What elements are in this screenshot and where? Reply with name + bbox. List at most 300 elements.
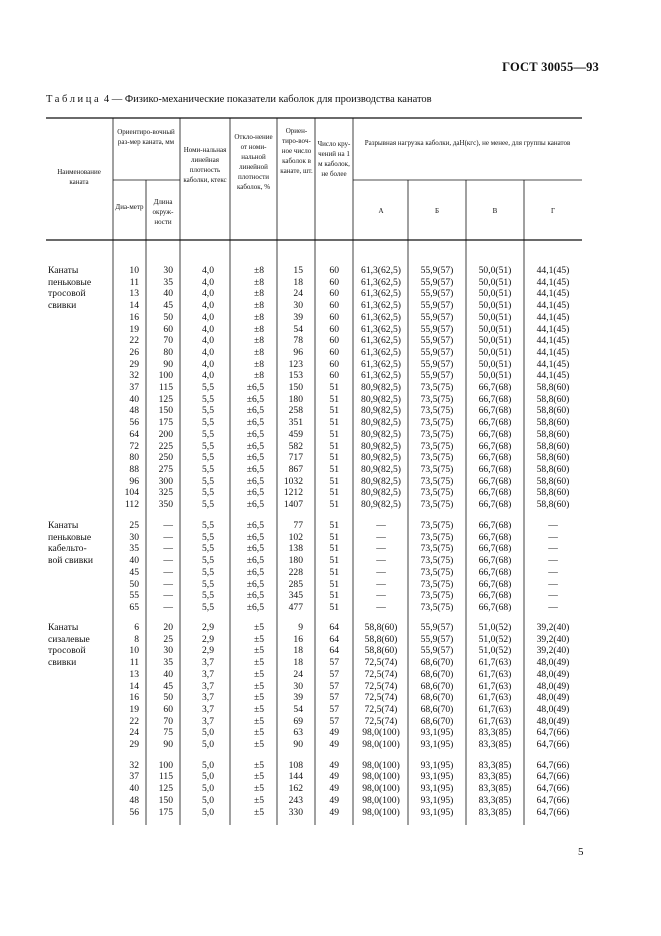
cell-load-b: 68,6(70) bbox=[420, 692, 454, 704]
cell-density: 5,5 bbox=[202, 543, 214, 555]
cell-density: 2,9 bbox=[202, 633, 214, 645]
cell-circumference: 40 bbox=[163, 288, 173, 300]
cell-load-a: 80,9(82,5) bbox=[361, 405, 401, 417]
cell-load-c: 66,7(68) bbox=[478, 499, 512, 510]
cell-load-d: — bbox=[548, 578, 558, 590]
cell-load-d: 58,8(60) bbox=[536, 393, 570, 405]
cell-diameter: 48 bbox=[129, 405, 139, 417]
cell-circumference: 225 bbox=[158, 440, 173, 452]
cell-density: 5,5 bbox=[202, 428, 214, 440]
cell-load-d: 44,1(45) bbox=[536, 265, 570, 276]
cell-yarn-count: 123 bbox=[288, 358, 303, 370]
cell-deviation: ±5 bbox=[253, 727, 264, 739]
cell-load-b: 73,5(75) bbox=[420, 452, 454, 464]
cell-load-b: 68,6(70) bbox=[420, 703, 454, 715]
cell-diameter: 50 bbox=[129, 578, 139, 590]
cell-circumference: 45 bbox=[163, 300, 173, 312]
cell-load-a: 61,3(62,5) bbox=[361, 300, 401, 312]
cell-load-a: 80,9(82,5) bbox=[361, 499, 401, 510]
cell-twists: 51 bbox=[329, 428, 339, 440]
cell-deviation: ±5 bbox=[253, 783, 264, 795]
cell-load-a: — bbox=[376, 578, 386, 590]
cell-twists: 60 bbox=[329, 335, 339, 347]
cell-yarn-count: 63 bbox=[293, 727, 303, 739]
cell-circumference: — bbox=[163, 566, 173, 578]
cell-diameter: 72 bbox=[129, 440, 139, 452]
cell-density: 4,0 bbox=[202, 335, 214, 347]
cell-deviation: ±5 bbox=[253, 759, 264, 771]
cell-yarn-count: 459 bbox=[288, 428, 303, 440]
cell-load-b: 55,9(57) bbox=[420, 358, 454, 370]
cell-load-a: 61,3(62,5) bbox=[361, 346, 401, 358]
cell-twists: 60 bbox=[329, 288, 339, 300]
cell-density: 5,5 bbox=[202, 440, 214, 452]
cell-load-d: 58,8(60) bbox=[536, 382, 570, 393]
cell-load-b: 73,5(75) bbox=[420, 555, 454, 567]
cell-load-b: 55,9(57) bbox=[420, 335, 454, 347]
cell-circumference: 20 bbox=[163, 622, 173, 633]
cell-twists: 57 bbox=[329, 680, 339, 692]
cell-twists: 60 bbox=[329, 323, 339, 335]
cell-yarn-count: 54 bbox=[293, 703, 303, 715]
cell-twists: 57 bbox=[329, 657, 339, 669]
cell-load-a: — bbox=[376, 601, 386, 613]
cell-load-d: 48,0(49) bbox=[536, 703, 570, 715]
header-group-c: В bbox=[492, 207, 498, 215]
cell-yarn-count: 39 bbox=[293, 311, 303, 323]
cell-circumference: 175 bbox=[158, 806, 173, 818]
cell-load-c: 66,7(68) bbox=[478, 440, 512, 452]
cell-yarn-count: 180 bbox=[288, 393, 303, 405]
cell-load-d: 44,1(45) bbox=[536, 346, 570, 358]
cell-twists: 49 bbox=[329, 794, 339, 806]
cell-deviation: ±5 bbox=[253, 633, 264, 645]
cell-deviation: ±6,5 bbox=[246, 463, 264, 475]
cell-density: 5,0 bbox=[202, 771, 214, 783]
cell-diameter: 104 bbox=[124, 487, 139, 499]
cell-yarn-count: 96 bbox=[293, 346, 303, 358]
cell-load-c: 50,0(51) bbox=[478, 311, 512, 323]
cell-circumference: 45 bbox=[163, 680, 173, 692]
cell-deviation: ±8 bbox=[253, 358, 264, 370]
cell-twists: 60 bbox=[329, 346, 339, 358]
cell-density: 2,9 bbox=[202, 645, 214, 657]
cell-load-b: 73,5(75) bbox=[420, 428, 454, 440]
cell-deviation: ±6,5 bbox=[246, 555, 264, 567]
cell-load-d: 64,7(66) bbox=[536, 739, 570, 750]
cell-load-c: 50,0(51) bbox=[478, 323, 512, 335]
cell-deviation: ±8 bbox=[253, 288, 264, 300]
cell-twists: 57 bbox=[329, 715, 339, 727]
cell-twists: 51 bbox=[329, 543, 339, 555]
header-yarn-count: Ориен-тиро-вoч-ное число каболок в канате, шт. bbox=[280, 127, 313, 175]
cell-circumference: 175 bbox=[158, 417, 173, 429]
header-breaking-load: Разрывная нагрузка каболки, даН(кгс), не менее, для группы канатов bbox=[364, 139, 571, 147]
cell-circumference: 60 bbox=[163, 703, 173, 715]
caption-prefix: Таблица bbox=[46, 94, 102, 105]
cell-twists: 51 bbox=[329, 531, 339, 543]
cell-deviation: ±6,5 bbox=[246, 543, 264, 555]
cell-load-b: 55,9(57) bbox=[420, 323, 454, 335]
cell-twists: 51 bbox=[329, 578, 339, 590]
cell-yarn-count: 18 bbox=[293, 645, 303, 657]
cell-yarn-count: 582 bbox=[288, 440, 303, 452]
cell-deviation: ±6,5 bbox=[246, 499, 264, 510]
cell-density: 5,5 bbox=[202, 499, 214, 510]
cell-load-c: 51,0(52) bbox=[478, 622, 512, 633]
cell-load-b: 73,5(75) bbox=[420, 382, 454, 393]
cell-load-a: 80,9(82,5) bbox=[361, 487, 401, 499]
cell-deviation: ±6,5 bbox=[246, 428, 264, 440]
cell-density: 5,5 bbox=[202, 590, 214, 602]
cell-yarn-count: 77 bbox=[293, 520, 303, 531]
cell-circumference: 200 bbox=[158, 428, 173, 440]
cell-deviation: ±5 bbox=[253, 680, 264, 692]
cell-yarn-count: 138 bbox=[288, 543, 303, 555]
cell-diameter: 88 bbox=[129, 463, 139, 475]
cell-density: 5,5 bbox=[202, 531, 214, 543]
cell-twists: 57 bbox=[329, 703, 339, 715]
cell-load-b: 73,5(75) bbox=[420, 475, 454, 487]
cell-circumference: 30 bbox=[163, 265, 173, 276]
cell-load-b: 55,9(57) bbox=[420, 622, 454, 633]
cell-load-b: 73,5(75) bbox=[420, 487, 454, 499]
cell-density: 3,7 bbox=[202, 703, 214, 715]
cell-load-c: 50,0(51) bbox=[478, 346, 512, 358]
cell-load-c: 66,7(68) bbox=[478, 463, 512, 475]
cell-load-d: — bbox=[548, 590, 558, 602]
cell-circumference: 25 bbox=[163, 633, 173, 645]
cell-circumference: — bbox=[163, 543, 173, 555]
cell-yarn-count: 1032 bbox=[283, 475, 303, 487]
cell-deviation: ±5 bbox=[253, 794, 264, 806]
cell-load-c: 50,0(51) bbox=[478, 335, 512, 347]
cell-deviation: ±6,5 bbox=[246, 566, 264, 578]
cell-load-d: 58,8(60) bbox=[536, 452, 570, 464]
cell-load-a: — bbox=[376, 555, 386, 567]
cell-load-c: 50,0(51) bbox=[478, 300, 512, 312]
cell-deviation: ±5 bbox=[253, 668, 264, 680]
cell-load-d: 58,8(60) bbox=[536, 487, 570, 499]
cell-load-d: 64,7(66) bbox=[536, 783, 570, 795]
cell-diameter: 13 bbox=[129, 668, 139, 680]
cell-load-d: 48,0(49) bbox=[536, 680, 570, 692]
cell-load-c: 66,7(68) bbox=[478, 417, 512, 429]
cell-twists: 51 bbox=[329, 463, 339, 475]
cell-load-c: 66,7(68) bbox=[478, 601, 512, 613]
cell-load-d: — bbox=[548, 520, 558, 531]
cell-twists: 60 bbox=[329, 370, 339, 382]
cell-load-a: 61,3(62,5) bbox=[361, 323, 401, 335]
cell-twists: 57 bbox=[329, 692, 339, 704]
cell-load-a: 61,3(62,5) bbox=[361, 288, 401, 300]
cell-density: 4,0 bbox=[202, 323, 214, 335]
cell-load-b: 55,9(57) bbox=[420, 645, 454, 657]
cell-density: 5,5 bbox=[202, 417, 214, 429]
cell-load-c: 66,7(68) bbox=[478, 543, 512, 555]
cell-deviation: ±8 bbox=[253, 311, 264, 323]
cell-twists: 51 bbox=[329, 590, 339, 602]
cell-load-d: 48,0(49) bbox=[536, 715, 570, 727]
cell-deviation: ±5 bbox=[253, 622, 264, 633]
cell-yarn-count: 18 bbox=[293, 276, 303, 288]
group-name: Канаты пеньковые кабельто- вой свивки bbox=[48, 520, 94, 567]
cell-load-d: — bbox=[548, 531, 558, 543]
cell-yarn-count: 351 bbox=[288, 417, 303, 429]
header-deviation: Откло-нение от номи-нальной линейной плотности каболок, % bbox=[234, 133, 273, 191]
cell-load-b: 73,5(75) bbox=[420, 463, 454, 475]
cell-deviation: ±5 bbox=[253, 715, 264, 727]
cell-deviation: ±5 bbox=[253, 806, 264, 818]
cell-circumference: — bbox=[163, 555, 173, 567]
cell-yarn-count: 153 bbox=[288, 370, 303, 382]
cell-diameter: 56 bbox=[129, 417, 139, 429]
cell-density: 3,7 bbox=[202, 680, 214, 692]
cell-load-b: 68,6(70) bbox=[420, 668, 454, 680]
cell-diameter: 37 bbox=[129, 382, 139, 393]
cell-circumference: 300 bbox=[158, 475, 173, 487]
group-name: Канаты пеньковые тросовой свивки bbox=[48, 265, 92, 312]
cell-load-c: 50,0(51) bbox=[478, 370, 512, 382]
cell-diameter: 32 bbox=[129, 759, 139, 771]
cell-load-b: 93,1(95) bbox=[420, 794, 454, 806]
cell-load-c: 51,0(52) bbox=[478, 645, 512, 657]
cell-load-d: 58,8(60) bbox=[536, 463, 570, 475]
cell-circumference: 90 bbox=[163, 358, 173, 370]
cell-circumference: 100 bbox=[158, 370, 173, 382]
cell-load-a: 98,0(100) bbox=[362, 794, 400, 806]
cell-load-c: 66,7(68) bbox=[478, 452, 512, 464]
cell-density: 5,5 bbox=[202, 405, 214, 417]
cell-yarn-count: 24 bbox=[293, 288, 303, 300]
cell-twists: 49 bbox=[329, 739, 339, 750]
cell-diameter: 45 bbox=[129, 566, 139, 578]
cell-load-d: 48,0(49) bbox=[536, 668, 570, 680]
cell-load-a: 72,5(74) bbox=[364, 668, 398, 680]
cell-twists: 60 bbox=[329, 300, 339, 312]
cell-circumference: 150 bbox=[158, 405, 173, 417]
cell-load-a: 61,3(62,5) bbox=[361, 265, 401, 276]
cell-load-a: 61,3(62,5) bbox=[361, 370, 401, 382]
cell-yarn-count: 108 bbox=[288, 759, 303, 771]
cell-load-d: 44,1(45) bbox=[536, 370, 570, 382]
cell-diameter: 25 bbox=[129, 520, 139, 531]
cell-load-d: 44,1(45) bbox=[536, 288, 570, 300]
cell-diameter: 29 bbox=[129, 358, 139, 370]
cell-deviation: ±8 bbox=[253, 265, 264, 276]
cell-load-c: 51,0(52) bbox=[478, 633, 512, 645]
cell-deviation: ±8 bbox=[253, 300, 264, 312]
cell-twists: 60 bbox=[329, 265, 339, 276]
cell-yarn-count: 16 bbox=[293, 633, 303, 645]
cell-load-b: 73,5(75) bbox=[420, 531, 454, 543]
cell-density: 5,0 bbox=[202, 739, 214, 750]
cell-load-c: 61,7(63) bbox=[478, 668, 512, 680]
cell-twists: 60 bbox=[329, 276, 339, 288]
cell-density: 5,5 bbox=[202, 566, 214, 578]
cell-yarn-count: 1407 bbox=[283, 499, 303, 510]
cell-yarn-count: 477 bbox=[288, 601, 303, 613]
cell-load-c: 83,3(85) bbox=[478, 771, 512, 783]
cell-density: 5,0 bbox=[202, 727, 214, 739]
cell-load-d: 39,2(40) bbox=[536, 645, 570, 657]
cell-load-c: 61,7(63) bbox=[478, 680, 512, 692]
cell-circumference: — bbox=[163, 520, 173, 531]
cell-circumference: 70 bbox=[163, 715, 173, 727]
cell-circumference: 50 bbox=[163, 692, 173, 704]
cell-density: 5,0 bbox=[202, 783, 214, 795]
cell-load-a: 80,9(82,5) bbox=[361, 393, 401, 405]
cell-load-a: 58,8(60) bbox=[364, 645, 398, 657]
cell-diameter: 40 bbox=[129, 783, 139, 795]
cell-yarn-count: 30 bbox=[293, 680, 303, 692]
cell-deviation: ±5 bbox=[253, 645, 264, 657]
cell-load-a: — bbox=[376, 531, 386, 543]
cell-load-d: 64,7(66) bbox=[536, 727, 570, 739]
cell-diameter: 16 bbox=[129, 311, 139, 323]
cell-deviation: ±6,5 bbox=[246, 393, 264, 405]
cell-deviation: ±8 bbox=[253, 276, 264, 288]
cell-diameter: 14 bbox=[129, 680, 139, 692]
cell-load-a: 58,8(60) bbox=[364, 633, 398, 645]
cell-load-d: 64,7(66) bbox=[536, 794, 570, 806]
cell-deviation: ±5 bbox=[253, 771, 264, 783]
cell-density: 5,5 bbox=[202, 520, 214, 531]
cell-density: 4,0 bbox=[202, 265, 214, 276]
cell-load-d: 44,1(45) bbox=[536, 300, 570, 312]
cell-load-c: 61,7(63) bbox=[478, 657, 512, 669]
cell-load-a: — bbox=[376, 590, 386, 602]
cell-load-b: 93,1(95) bbox=[420, 727, 454, 739]
header-group-a: А bbox=[378, 207, 384, 215]
cell-load-b: 73,5(75) bbox=[420, 520, 454, 531]
cell-load-c: 61,7(63) bbox=[478, 715, 512, 727]
cell-load-b: 73,5(75) bbox=[420, 601, 454, 613]
cell-load-a: 72,5(74) bbox=[364, 680, 398, 692]
cell-load-b: 73,5(75) bbox=[420, 566, 454, 578]
cell-deviation: ±6,5 bbox=[246, 405, 264, 417]
cell-yarn-count: 228 bbox=[288, 566, 303, 578]
cell-deviation: ±5 bbox=[253, 692, 264, 704]
cell-yarn-count: 15 bbox=[293, 265, 303, 276]
cell-twists: 51 bbox=[329, 555, 339, 567]
cell-deviation: ±5 bbox=[253, 703, 264, 715]
cell-diameter: 40 bbox=[129, 393, 139, 405]
cell-load-a: 72,5(74) bbox=[364, 657, 398, 669]
cell-twists: 60 bbox=[329, 358, 339, 370]
cell-circumference: 100 bbox=[158, 759, 173, 771]
cell-density: 5,5 bbox=[202, 578, 214, 590]
cell-circumference: 60 bbox=[163, 323, 173, 335]
cell-density: 3,7 bbox=[202, 715, 214, 727]
cell-load-c: 66,7(68) bbox=[478, 487, 512, 499]
cell-diameter: 11 bbox=[129, 276, 139, 288]
cell-load-a: 98,0(100) bbox=[362, 739, 400, 750]
cell-load-a: — bbox=[376, 543, 386, 555]
cell-yarn-count: 90 bbox=[293, 739, 303, 750]
cell-load-d: 58,8(60) bbox=[536, 440, 570, 452]
cell-yarn-count: 54 bbox=[293, 323, 303, 335]
cell-density: 4,0 bbox=[202, 346, 214, 358]
cell-density: 4,0 bbox=[202, 370, 214, 382]
cell-load-d: 48,0(49) bbox=[536, 657, 570, 669]
cell-load-c: 50,0(51) bbox=[478, 265, 512, 276]
cell-load-c: 66,7(68) bbox=[478, 520, 512, 531]
cell-circumference: 250 bbox=[158, 452, 173, 464]
cell-diameter: 10 bbox=[129, 265, 139, 276]
cell-density: 4,0 bbox=[202, 288, 214, 300]
cell-circumference: 125 bbox=[158, 783, 173, 795]
cell-deviation: ±6,5 bbox=[246, 382, 264, 393]
cell-density: 5,5 bbox=[202, 452, 214, 464]
cell-yarn-count: 102 bbox=[288, 531, 303, 543]
cell-twists: 49 bbox=[329, 727, 339, 739]
cell-load-c: 50,0(51) bbox=[478, 288, 512, 300]
cell-load-c: 83,3(85) bbox=[478, 806, 512, 818]
cell-load-b: 73,5(75) bbox=[420, 499, 454, 510]
cell-twists: 51 bbox=[329, 393, 339, 405]
cell-load-b: 93,1(95) bbox=[420, 759, 454, 771]
cell-density: 4,0 bbox=[202, 276, 214, 288]
cell-load-c: 50,0(51) bbox=[478, 358, 512, 370]
cell-deviation: ±6,5 bbox=[246, 452, 264, 464]
cell-twists: 64 bbox=[329, 633, 339, 645]
cell-circumference: 115 bbox=[158, 382, 173, 393]
cell-circumference: 35 bbox=[163, 657, 173, 669]
cell-load-b: 73,5(75) bbox=[420, 578, 454, 590]
cell-yarn-count: 285 bbox=[288, 578, 303, 590]
cell-circumference: 75 bbox=[163, 727, 173, 739]
cell-load-b: 68,6(70) bbox=[420, 657, 454, 669]
cell-circumference: 80 bbox=[163, 346, 173, 358]
cell-circumference: — bbox=[163, 578, 173, 590]
cell-yarn-count: 69 bbox=[293, 715, 303, 727]
cell-load-b: 93,1(95) bbox=[420, 771, 454, 783]
cell-circumference: 90 bbox=[163, 739, 173, 750]
cell-yarn-count: 258 bbox=[288, 405, 303, 417]
cell-load-a: 98,0(100) bbox=[362, 806, 400, 818]
cell-diameter: 80 bbox=[129, 452, 139, 464]
cell-load-a: 72,5(74) bbox=[364, 715, 398, 727]
cell-twists: 51 bbox=[329, 566, 339, 578]
cell-circumference: 350 bbox=[158, 499, 173, 510]
page-number: 5 bbox=[578, 846, 584, 858]
cell-diameter: 22 bbox=[129, 335, 139, 347]
cell-density: 4,0 bbox=[202, 311, 214, 323]
cell-diameter: 35 bbox=[129, 543, 139, 555]
cell-load-d: 64,7(66) bbox=[536, 806, 570, 818]
cell-density: 3,7 bbox=[202, 668, 214, 680]
cell-circumference: — bbox=[163, 590, 173, 602]
cell-load-d: 58,8(60) bbox=[536, 417, 570, 429]
cell-load-a: 80,9(82,5) bbox=[361, 475, 401, 487]
cell-load-b: 73,5(75) bbox=[420, 440, 454, 452]
cell-diameter: 19 bbox=[129, 703, 139, 715]
cell-load-a: 80,9(82,5) bbox=[361, 428, 401, 440]
header-twists: Число кру-чений на 1 м каболок, не более bbox=[317, 140, 351, 178]
cell-load-a: 61,3(62,5) bbox=[361, 311, 401, 323]
cell-deviation: ±8 bbox=[253, 323, 264, 335]
cell-load-b: 73,5(75) bbox=[420, 393, 454, 405]
standard-number: ГОСТ 30055—93 bbox=[502, 60, 599, 74]
cell-diameter: 8 bbox=[134, 633, 139, 645]
cell-deviation: ±6,5 bbox=[246, 590, 264, 602]
cell-yarn-count: 39 bbox=[293, 692, 303, 704]
cell-yarn-count: 1212 bbox=[283, 487, 303, 499]
cell-density: 5,5 bbox=[202, 487, 214, 499]
cell-load-d: 44,1(45) bbox=[536, 276, 570, 288]
cell-load-c: 66,7(68) bbox=[478, 382, 512, 393]
